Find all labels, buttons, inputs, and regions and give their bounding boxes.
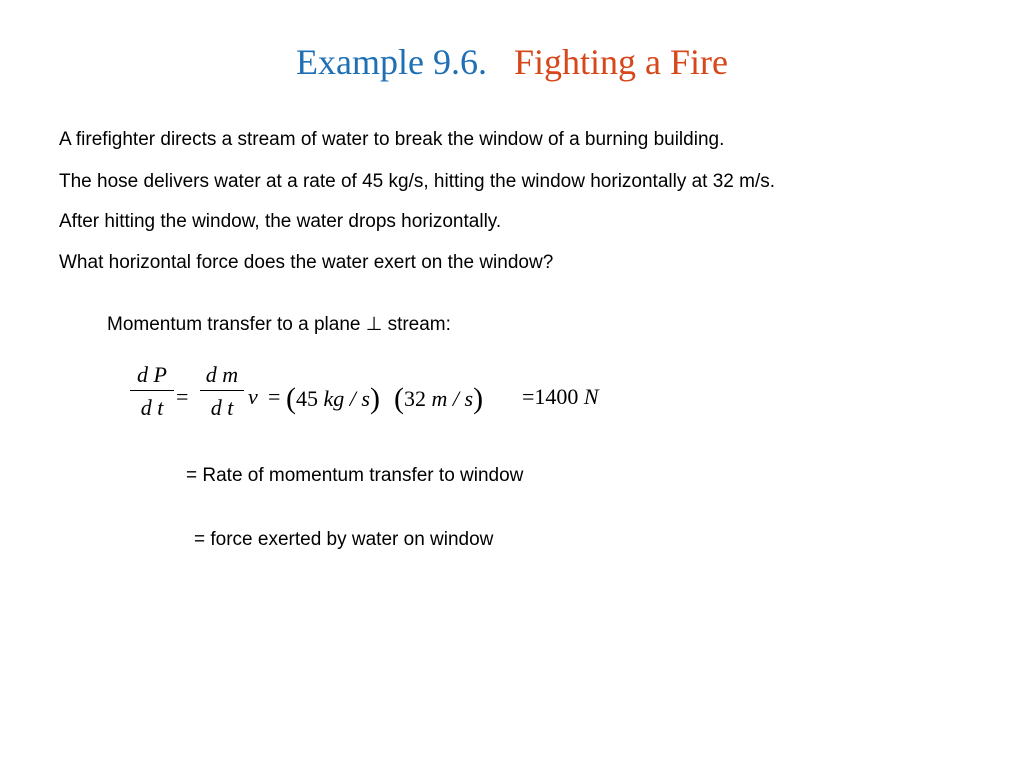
equals-sign: =: [176, 384, 189, 409]
problem-line-1: A firefighter directs a stream of water to break the window of a burning building.: [59, 129, 725, 150]
result-value: 1400: [534, 384, 579, 409]
fraction-denominator: d t: [140, 395, 164, 420]
page-title: [0, 40, 1024, 84]
solution-intro: Momentum transfer to a plane ⊥ stream:: [107, 314, 451, 335]
title-topic: Fighting a Fire: [513, 42, 728, 82]
speed-value: 32: [404, 386, 426, 411]
velocity-symbol: v: [248, 384, 258, 409]
speed-unit: m / s: [431, 386, 474, 411]
dp-dt-fraction: [130, 362, 174, 421]
fraction-denominator: d t: [210, 395, 234, 420]
rate-value: 45: [296, 386, 318, 411]
equals-sign: =: [268, 384, 281, 409]
result-term: =1400 N: [522, 384, 599, 409]
speed-term: (32 m / s): [394, 382, 484, 415]
problem-line-2: The hose delivers water at a rate of 45 kg/s, hitting the window horizontally at 32 m/s.: [59, 171, 776, 192]
fraction-bar: [130, 390, 174, 391]
result-unit: N: [583, 384, 599, 409]
solution-note-force: = force exerted by water on window: [194, 529, 494, 550]
rate-unit: kg / s: [323, 386, 370, 411]
solution-note-rate: = Rate of momentum transfer to window: [186, 465, 524, 486]
fraction-numerator: d P: [137, 362, 167, 387]
rate-term: (45 kg / s): [286, 382, 380, 415]
fraction-bar: [200, 390, 244, 391]
problem-line-3: After hitting the window, the water drops horizontally.: [59, 211, 502, 232]
dm-dt-fraction: [200, 362, 244, 421]
problem-line-4: What horizontal force does the water exert on the window?: [59, 252, 554, 273]
title-example-number: Example 9.6.: [296, 42, 487, 82]
fraction-numerator: d m: [205, 362, 239, 387]
